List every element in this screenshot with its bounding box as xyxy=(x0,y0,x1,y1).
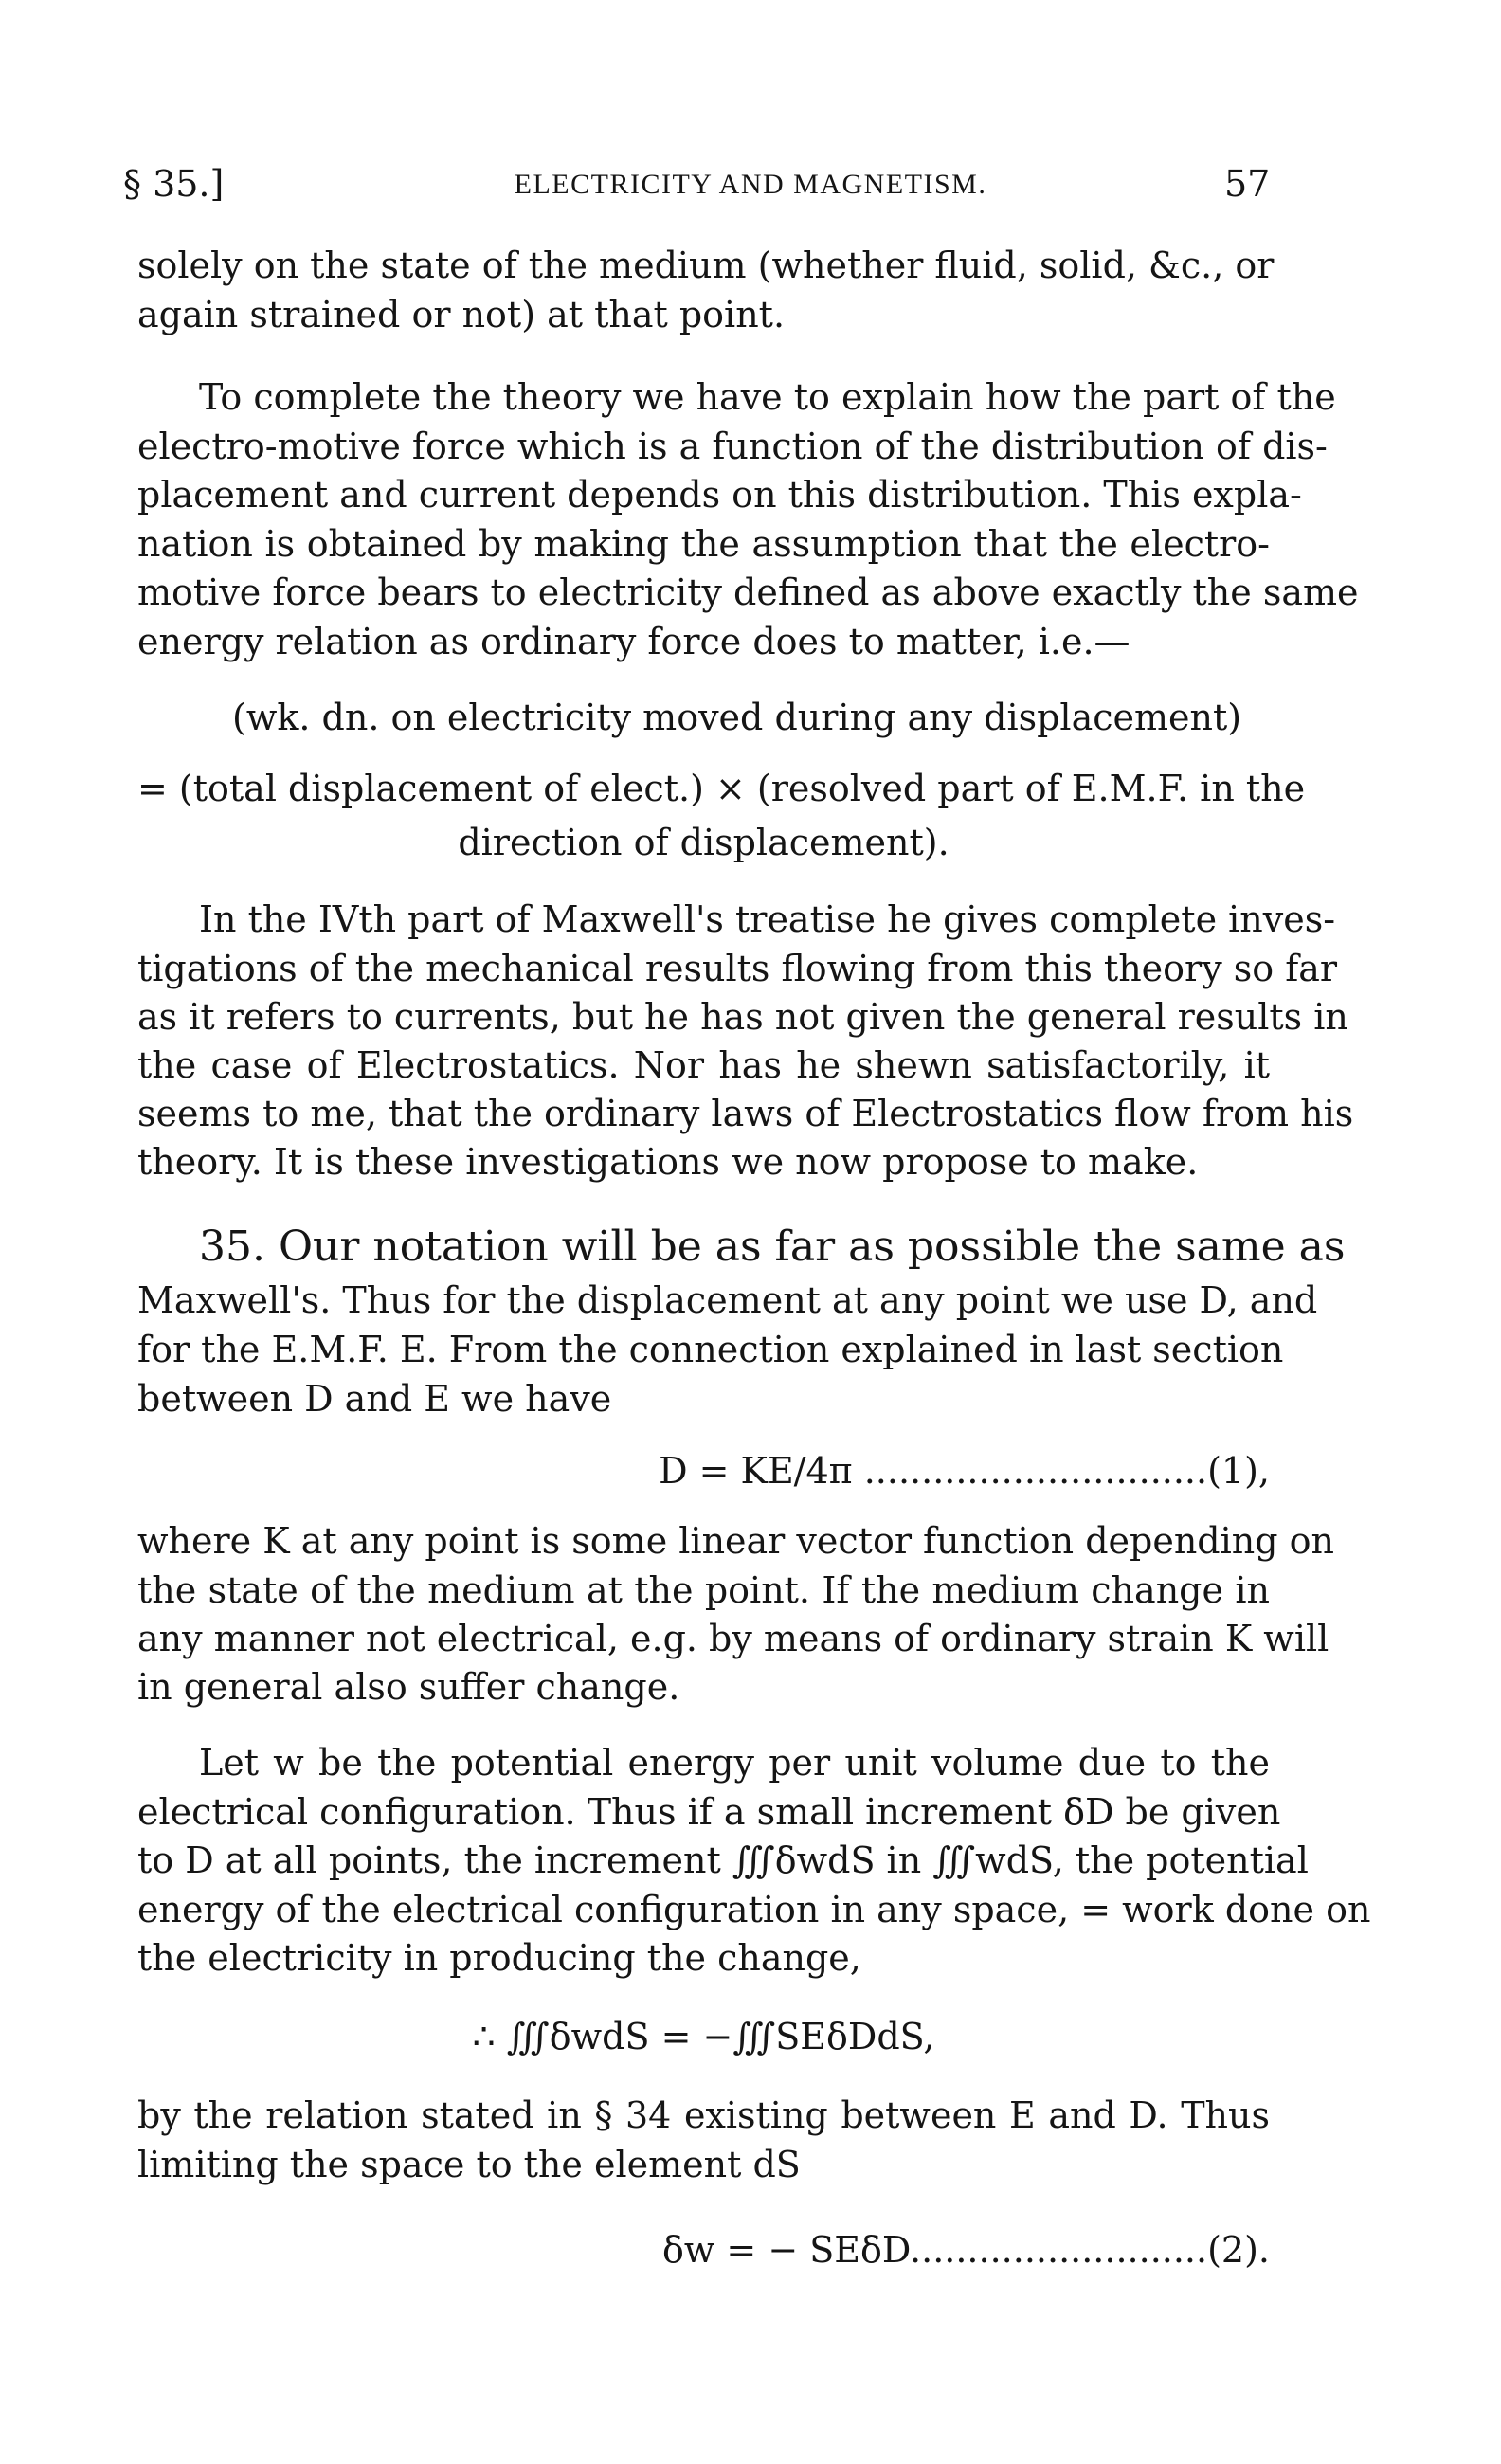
text-line: to D at all points, the increment ∭δwdS in ∭wdS, the potential xyxy=(137,1839,1309,1881)
display-line: direction of displacement). xyxy=(458,822,949,863)
equation-therefore: ∴ ∭δwdS = −∭SEδDdS, xyxy=(472,2016,935,2057)
text-line: solely on the state of the medium (whether fluid, solid, &c., or xyxy=(137,245,1275,286)
text-line: nation is obtained by making the assumption that the electro- xyxy=(137,523,1270,565)
section-heading-line: 35. Our notation will be as far as possible the same as xyxy=(199,1223,1346,1271)
text-line: Let w be the potential energy per unit volume due to the xyxy=(199,1742,1270,1784)
equation-2: δw = − SEδD..........................(2). xyxy=(661,2229,1270,2271)
text-line: limiting the space to the element dS xyxy=(137,2144,801,2185)
text-line: Maxwell's. Thus for the displacement at any point we use D, and xyxy=(137,1279,1318,1321)
text-line: for the E.M.F. E. From the connection explained in last section xyxy=(137,1329,1284,1370)
text-line: energy of the electrical configuration in any space, = work done on xyxy=(137,1889,1371,1930)
text-line: the case of Electrostatics. Nor has he shewn satisfactorily, it xyxy=(137,1044,1270,1086)
text-line: as it refers to currents, but he has not given the general results in xyxy=(137,996,1348,1038)
page-number: 57 xyxy=(1224,163,1271,205)
text-line: In the IVth part of Maxwell's treatise he gives complete inves- xyxy=(199,898,1336,940)
text-line: where K at any point is some linear vector function depending on xyxy=(137,1520,1335,1562)
section-reference: § 35.] xyxy=(123,163,225,205)
text-line: electro-motive force which is a function of the distribution of dis- xyxy=(137,426,1328,467)
text-line: placement and current depends on this distribution. This expla- xyxy=(137,474,1302,516)
text-line: electrical configuration. Thus if a small increment δD be given xyxy=(137,1791,1281,1833)
text-line: theory. It is these investigations we now propose to make. xyxy=(137,1141,1199,1183)
text-line: between D and E we have xyxy=(137,1378,612,1420)
text-line: in general also suffer change. xyxy=(137,1666,680,1708)
equation-1: D = KE/4π ..............................(1), xyxy=(659,1450,1270,1492)
text-line: energy relation as ordinary force does to matter, i.e.— xyxy=(137,621,1130,662)
display-line: = (total displacement of elect.) × (resolved part of E.M.F. in the xyxy=(137,768,1306,809)
text-line: the state of the medium at the point. If the medium change in xyxy=(137,1569,1270,1611)
text-line: seems to me, that the ordinary laws of Electrostatics flow from his xyxy=(137,1093,1354,1134)
text-line: again strained or not) at that point. xyxy=(137,294,786,335)
text-line: motive force bears to electricity defined as above exactly the same xyxy=(137,571,1359,613)
text-line: tigations of the mechanical results flowing from this theory so far xyxy=(137,948,1338,989)
text-line: any manner not electrical, e.g. by means of ordinary strain K will xyxy=(137,1618,1329,1659)
text-line: by the relation stated in § 34 existing between E and D. Thus xyxy=(137,2094,1270,2136)
running-title: ELECTRICITY AND MAGNETISM. xyxy=(514,169,987,200)
text-line: the electricity in producing the change, xyxy=(137,1937,861,1979)
display-line: (wk. dn. on electricity moved during any displacement) xyxy=(232,697,1242,738)
text-line: To complete the theory we have to explain how the part of the xyxy=(199,376,1336,418)
